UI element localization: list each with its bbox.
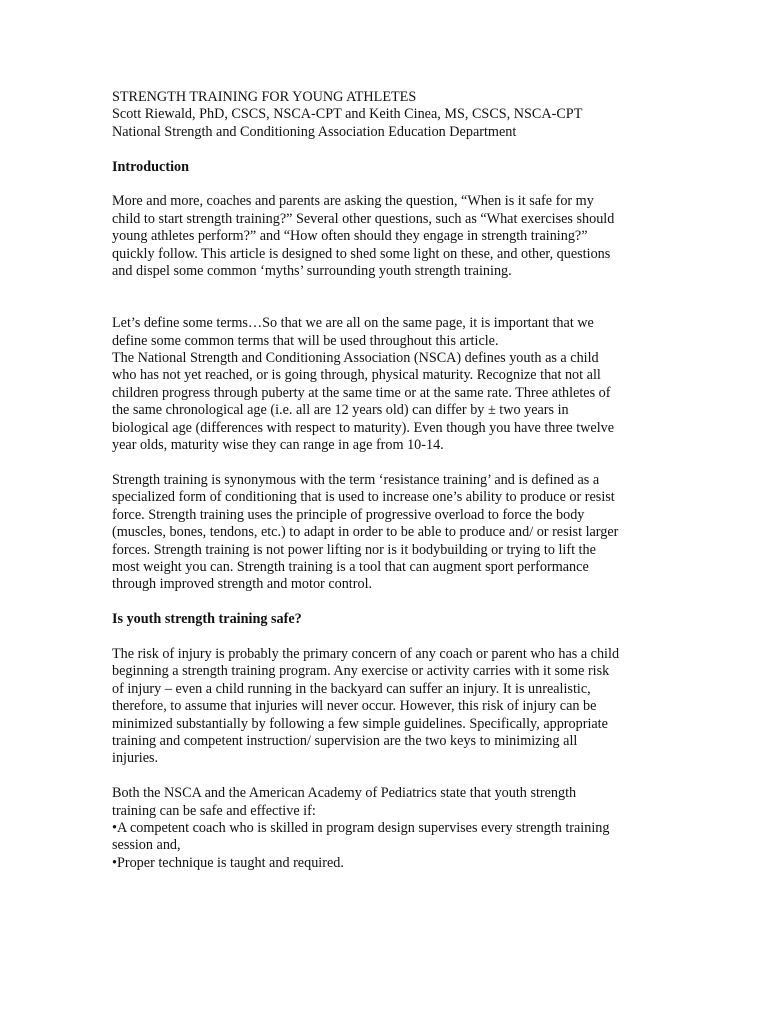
paragraph-line: beginning a strength training program. Any exercise or activity carries with it some risk bbox=[112, 663, 610, 680]
introduction-heading: Introduction bbox=[112, 158, 189, 175]
paragraph-line: young athletes perform?” and “How often should they engage in strength training?” bbox=[112, 228, 588, 245]
paragraph-line: More and more, coaches and parents are asking the question, “When is it safe for my bbox=[112, 193, 594, 210]
paragraph-line: training and competent instruction/ supervision are the two keys to minimizing all bbox=[112, 732, 578, 749]
paragraph-line: year olds, maturity wise they can range in age from 10-14. bbox=[112, 437, 444, 454]
bullet-item: •A competent coach who is skilled in program design supervises every strength training bbox=[112, 819, 610, 836]
paragraph-line: child to start strength training?” Several other questions, such as “What exercises should bbox=[112, 210, 615, 227]
introduction-paragraph-1 bbox=[112, 193, 652, 280]
document-authors: Scott Riewald, PhD, CSCS, NSCA-CPT and Keith Cinea, MS, CSCS, NSCA-CPT bbox=[112, 106, 583, 123]
paragraph-line: most weight you can. Strength training is a tool that can augment sport performance bbox=[112, 558, 589, 575]
paragraph-line: children progress through puberty at the same time or at the same rate. Three athletes of bbox=[112, 384, 611, 401]
paragraph-line: through improved strength and motor control. bbox=[112, 576, 373, 593]
paragraph-line: minimized substantially by following a few simple guidelines. Specifically, appropriate bbox=[112, 715, 608, 732]
paragraph-line: injuries. bbox=[112, 750, 159, 767]
document-title: STRENGTH TRAINING FOR YOUNG ATHLETES bbox=[112, 89, 417, 105]
paragraph-line: training can be safe and effective if: bbox=[112, 802, 316, 819]
document-page bbox=[112, 89, 652, 872]
paragraph-line: specialized form of conditioning that is used to increase one’s ability to produce or resist bbox=[112, 489, 615, 506]
introduction-paragraph-3 bbox=[112, 472, 652, 594]
paragraph-line: Both the NSCA and the American Academy of Pediatrics state that youth strength bbox=[112, 785, 577, 802]
paragraph-line: forces. Strength training is not power lifting nor is it bodybuilding or trying to lift the bbox=[112, 541, 596, 558]
document-organization: National Strength and Conditioning Association Education Department bbox=[112, 123, 517, 140]
paragraph-line: and dispel some common ‘myths’ surrounding youth strength training. bbox=[112, 263, 512, 280]
paragraph-line: The risk of injury is probably the primary concern of any coach or parent who has a child bbox=[112, 645, 620, 662]
safety-paragraph-1 bbox=[112, 646, 652, 768]
paragraph-line: define some common terms that will be used throughout this article. bbox=[112, 332, 499, 349]
paragraph-line: the same chronological age (i.e. all are 12 years old) can differ by ± two years in bbox=[112, 402, 569, 419]
safety-bullet-list bbox=[112, 820, 652, 872]
paragraph-line: The National Strength and Conditioning Association (NSCA) defines youth as a child bbox=[112, 350, 599, 367]
paragraph-line: force. Strength training uses the principle of progressive overload to force the body bbox=[112, 506, 585, 523]
paragraph-line: of injury – even a child running in the backyard can suffer an injury. It is unrealistic, bbox=[112, 680, 591, 697]
paragraph-line: quickly follow. This article is designed to shed some light on these, and other, questions bbox=[112, 245, 611, 262]
introduction-paragraph-2 bbox=[112, 315, 652, 454]
paragraph-line: biological age (differences with respect to maturity). Even though you have three twelve bbox=[112, 419, 615, 436]
safety-paragraph-2 bbox=[112, 785, 652, 820]
document-header bbox=[112, 89, 652, 141]
paragraph-line: Strength training is synonymous with the term ‘resistance training’ and is defined as a bbox=[112, 471, 600, 488]
bullet-item-continuation: session and, bbox=[112, 837, 181, 854]
paragraph-line: (muscles, bones, tendons, etc.) to adapt in order to be able to produce and/ or resist larger bbox=[112, 524, 619, 541]
bullet-item: •Proper technique is taught and required. bbox=[112, 854, 344, 871]
paragraph-line: who has not yet reached, or is going through, physical maturity. Recognize that not all bbox=[112, 367, 601, 384]
paragraph-line: therefore, to assume that injuries will never occur. However, this risk of injury can be bbox=[112, 698, 597, 715]
safety-heading: Is youth strength training safe? bbox=[112, 611, 302, 628]
paragraph-line: Let’s define some terms…So that we are all on the same page, it is important that we bbox=[112, 315, 594, 332]
